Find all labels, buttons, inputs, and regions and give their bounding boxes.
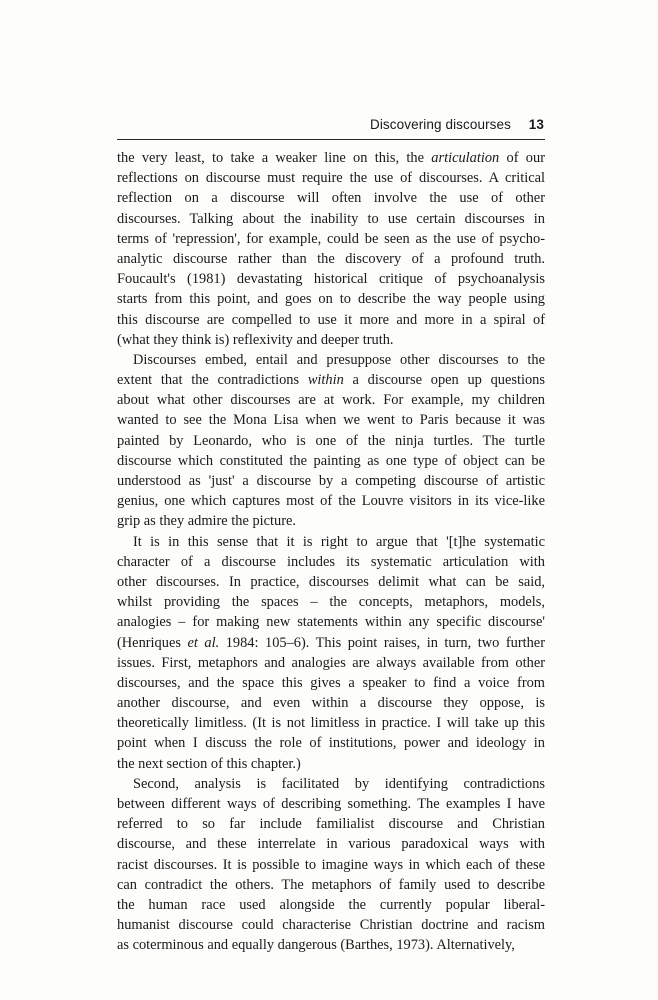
text-line (117, 855, 545, 875)
text-run: as coterminous and equally dangerous (Barthes, 1973). Alternatively, (117, 937, 515, 954)
text-run: discourse, and these interrelate in various paradoxical ways with (117, 836, 545, 853)
text-line (117, 168, 545, 188)
paragraph (117, 774, 545, 956)
running-header (117, 115, 545, 140)
text-run: terms of 'repression', for example, could be seen as the use of psycho- (117, 230, 545, 247)
text-line (117, 915, 545, 935)
text-run: point when I discuss the role of institutions, power and ideology in (117, 735, 545, 752)
text-line (117, 633, 545, 653)
text-run: analytic discourse rather than the discovery of a profound truth. (117, 250, 545, 267)
text-run: of our (499, 150, 545, 166)
text-run: racist discourses. It is possible to imagine ways in which each of these (117, 856, 545, 873)
text-line (117, 612, 545, 632)
text-run: issues. First, metaphors and analogies are always available from other (117, 654, 545, 671)
text-run: discourses. Talking about the inability to use certain discourses in (117, 210, 545, 227)
text-run: analogies – for making new statements within any specific discourse' (117, 614, 545, 631)
text-line (117, 471, 545, 491)
text-run: between different ways of describing something. The examples I have (117, 796, 545, 812)
body-text (117, 148, 545, 956)
text-run: genius, one which captures most of the Louvre visitors in its vice-like (117, 493, 545, 510)
text-line (117, 693, 545, 713)
text-run: (what they think is) reflexivity and deeper truth. (117, 331, 394, 348)
text-line (117, 491, 545, 511)
text-run: other discourses. In practice, discourses delimit what can be said, (117, 573, 545, 590)
text-run: can contradict the others. The metaphors of family used to describe (117, 876, 545, 893)
text-line (117, 209, 545, 229)
text-run: this discourse are compelled to use it more and more in a spiral of (117, 311, 545, 328)
page-number: 13 (528, 117, 544, 132)
text-line (117, 592, 545, 612)
text-run: the human race used alongside the currently popular liberal- (117, 896, 545, 913)
text-run: the very least, to take a weaker line on this, the (117, 150, 432, 166)
text-run: humanist discourse could characterise Christian doctrine and racism (117, 917, 545, 934)
text-run: the next section of this chapter.) (117, 755, 301, 772)
text-run: theoretically limitless. (It is not limitless in practice. I will take up this (117, 715, 545, 732)
text-line (117, 834, 545, 854)
text-run: Discourses embed, entail and presuppose other discourses to the (133, 351, 545, 368)
text-run: wanted to see the Mona Lisa when we went to Paris because it was (117, 412, 545, 429)
text-line (117, 451, 545, 471)
text-line (117, 532, 545, 552)
text-line (117, 935, 545, 955)
paragraph (117, 148, 545, 350)
text-run: Second, analysis is facilitated by identifying contradictions (133, 775, 545, 792)
text-line (117, 249, 545, 269)
text-line (117, 390, 545, 410)
text-line (117, 754, 545, 774)
text-line (117, 552, 545, 572)
text-line (117, 733, 545, 753)
text-line (117, 350, 545, 370)
text-run: extent that the contradictions (117, 372, 308, 389)
text-line (117, 895, 545, 915)
text-run: discourses, and the space this gives a speaker to find a voice from (117, 674, 545, 691)
text-line (117, 572, 545, 592)
text-run: whilst providing the spaces – the concepts, metaphors, models, (117, 594, 545, 611)
text-run: reflection on a discourse will often involve the use of other (117, 190, 545, 207)
paragraph (117, 532, 545, 774)
text-run: a discourse open up questions (343, 372, 545, 389)
text-line (117, 310, 545, 330)
text-line (117, 774, 545, 794)
text-run: another discourse, and even within a discourse they oppose, is (117, 695, 545, 712)
text-line (117, 713, 545, 733)
text-line (117, 410, 545, 430)
text-run: grip as they admire the picture. (117, 513, 297, 530)
text-run: painted by Leonardo, who is one of the ninja turtles. The turtle (117, 432, 545, 449)
text-run: It is in this sense that it is right to argue that '[t]he systematic (133, 533, 545, 550)
text-line (117, 875, 545, 895)
text-run: starts from this point, and goes on to describe the way people using (117, 291, 545, 308)
text-run: about what other discourses are at work. For example, my children (117, 392, 545, 409)
text-run: (Henriques (117, 634, 188, 651)
text-line (117, 370, 545, 390)
text-line (117, 673, 545, 693)
italic-text-run: articulation (431, 150, 500, 166)
text-run: character of a discourse includes its systematic articulation with (117, 553, 545, 570)
italic-text-run: et al. (187, 634, 220, 651)
running-header-title: Discovering discourses (369, 117, 511, 132)
text-run: 1984: 105–6). This point raises, in turn, two further (219, 634, 545, 651)
text-line (117, 511, 545, 531)
text-line (117, 330, 545, 350)
text-run: Foucault's (1981) devastating historical critique of psychoanalysis (117, 271, 545, 288)
text-line (117, 814, 545, 834)
italic-text-run: within (307, 372, 344, 389)
text-line (117, 269, 545, 289)
text-line (117, 431, 545, 451)
text-run: referred to so far include familialist discourse and Christian (117, 816, 545, 833)
text-line (117, 188, 545, 208)
text-line (117, 794, 545, 814)
text-run: reflections on discourse must require the use of discourses. A critical (117, 170, 545, 187)
text-line (117, 289, 545, 309)
text-run: discourse which constituted the painting as one type of object can be (117, 452, 545, 469)
text-line (117, 229, 545, 249)
text-line (117, 653, 545, 673)
text-line (117, 148, 545, 168)
text-run: understood as 'just' a discourse by a competing discourse of artistic (117, 473, 545, 489)
paragraph (117, 350, 545, 532)
